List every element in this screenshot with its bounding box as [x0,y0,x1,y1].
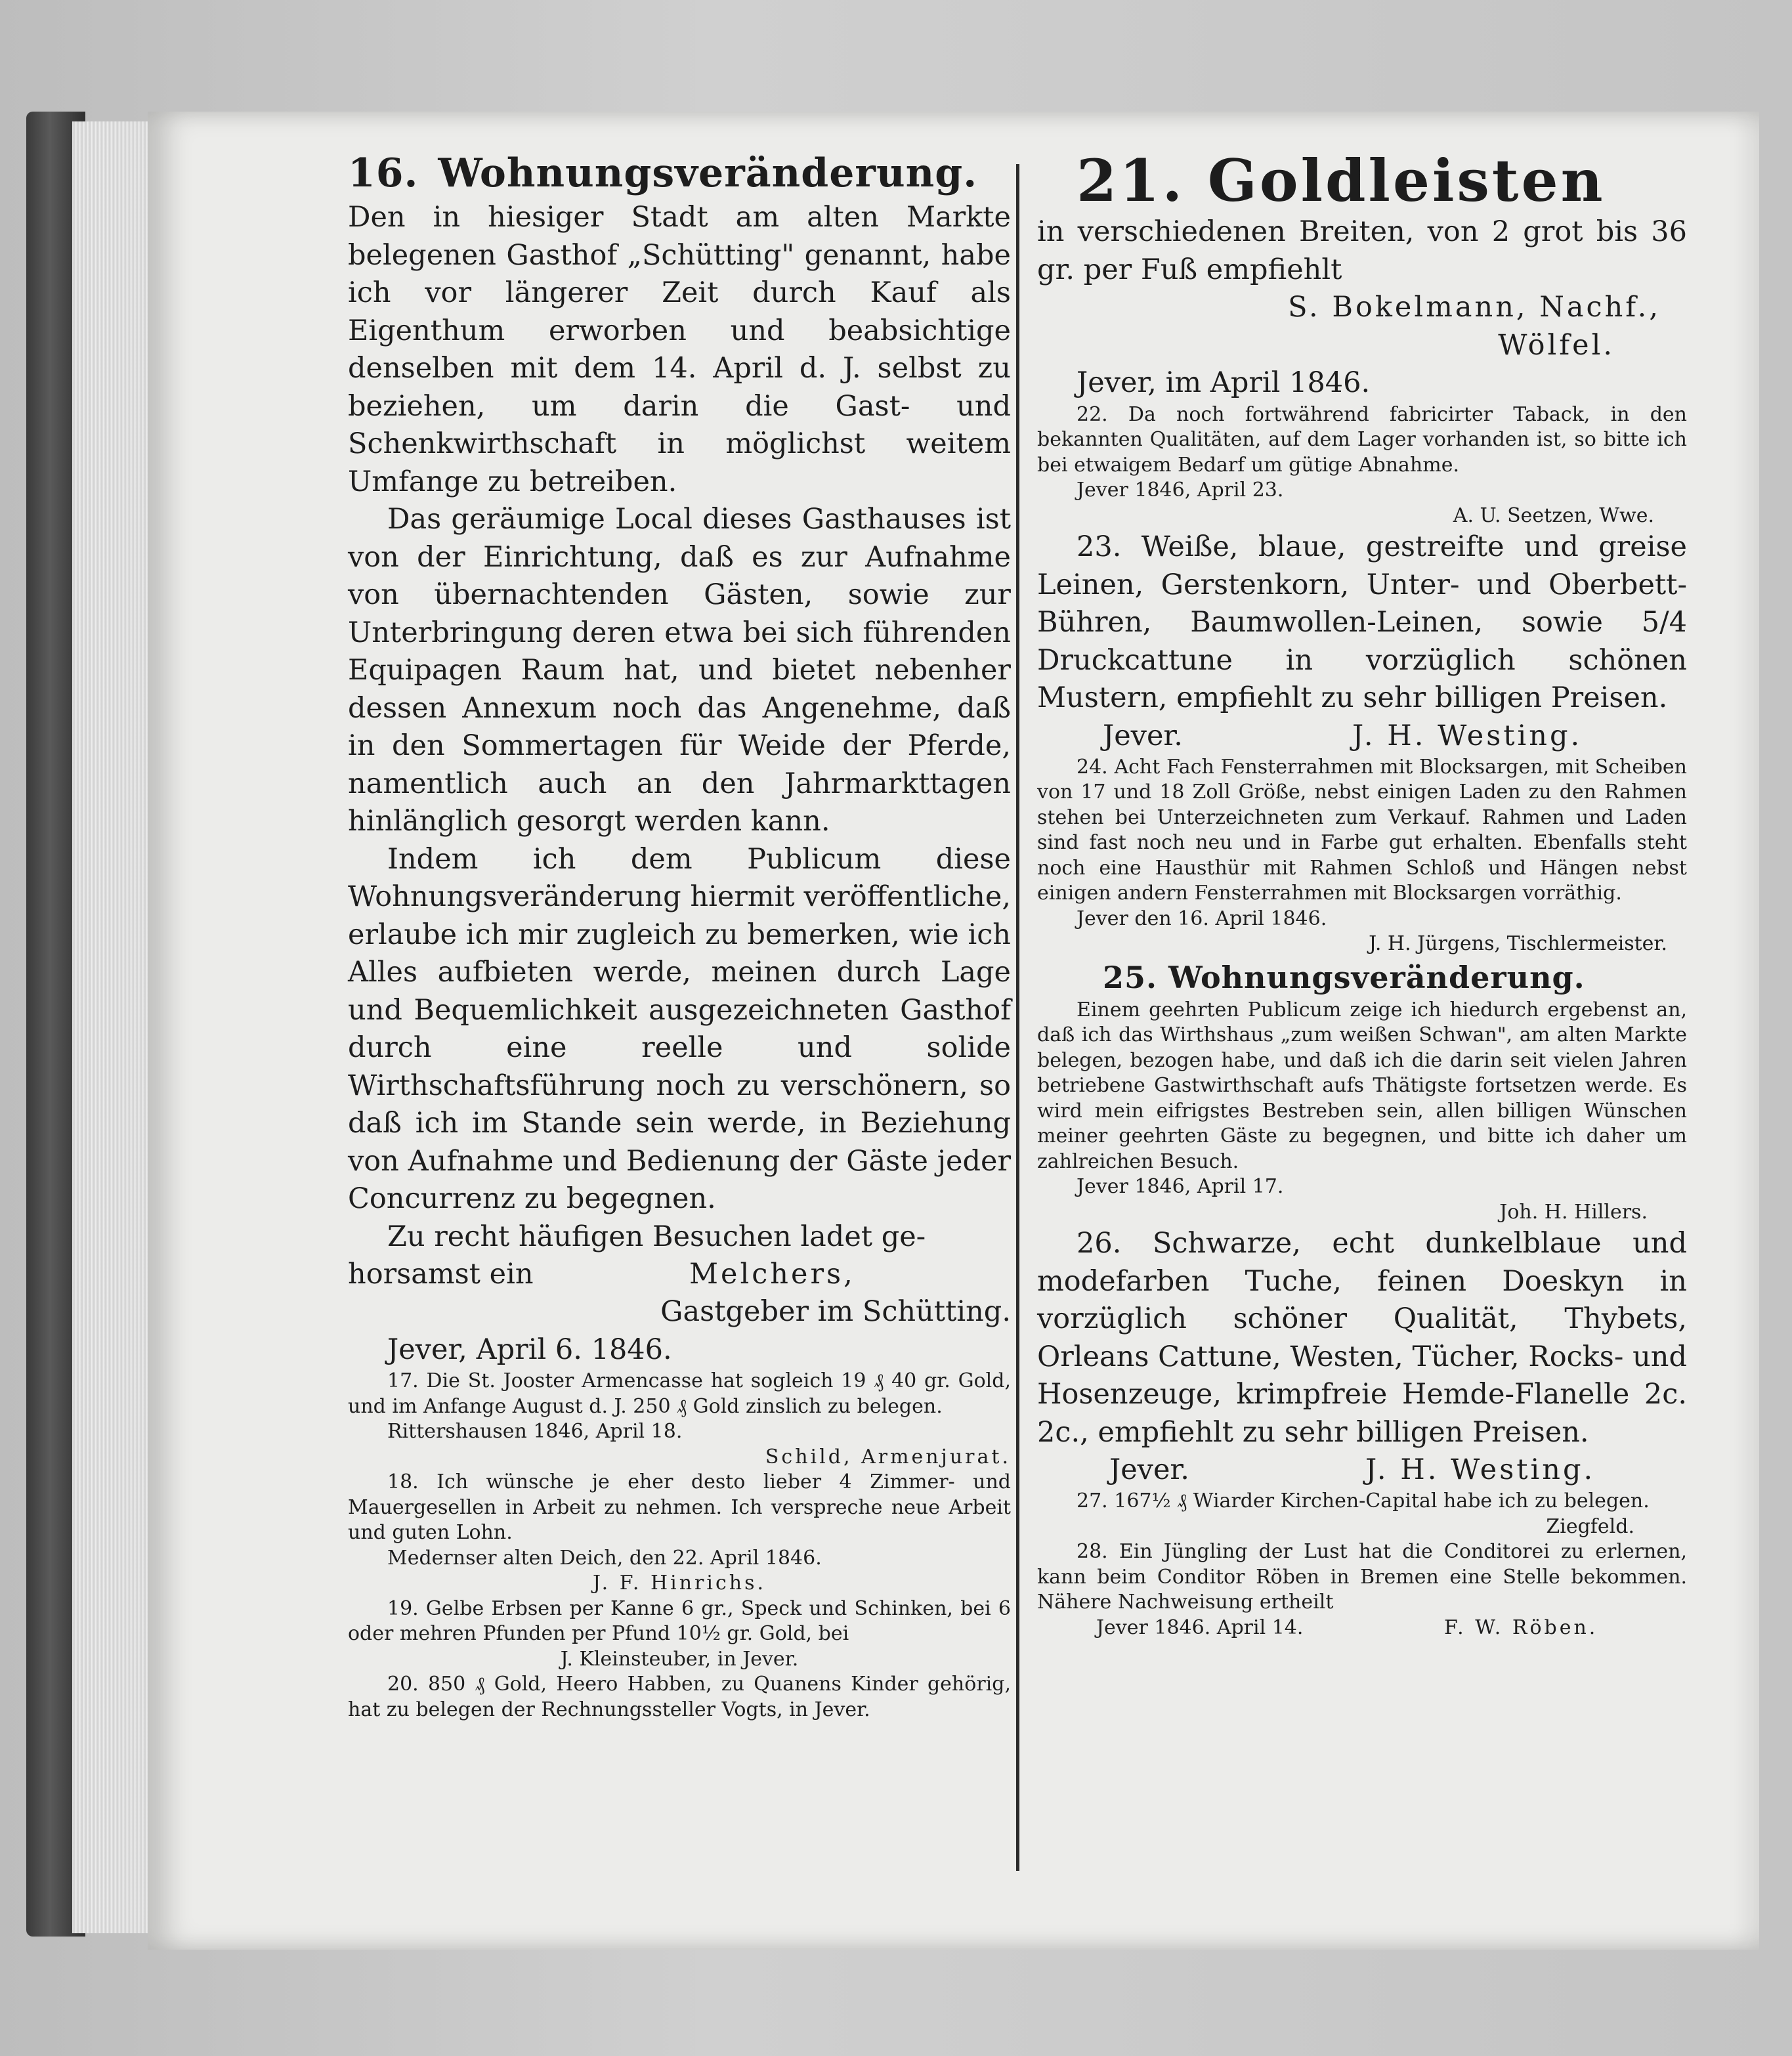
ad-16-signature-title: Gastgeber im Schütting. [660,1295,1011,1328]
ad-23-signature-line [1037,717,1687,755]
ad-25-headline: 25. Wohnungsveränderung. [1103,959,1585,995]
ad-27-text: 27. 167½ ₰ Wiarder Kirchen-Capital habe ich zu belegen. [1077,1489,1650,1512]
ad-16-paragraph-3: Indem ich dem Publicum diese Wohnungsveränderung hiermit veröffentliche, erlaube ich mir zugleich zu bemerken, wie ich Alles aufbieten werde, meinen durch Lage und Bequemlichkeit ausgezeichneten Gasthof durch eine reelle und solide Wirthschaftsführung noch zu verschönern, so daß ich im Stande sein werde, in Beziehung von Aufnahme und Bedienung der Gäste jeder Concurrenz zu begegnen. [348,842,1011,1215]
ad-22-text: 22. Da noch fortwährend fabricirter Taback, in den bekannten Qualitäten, auf dem Lager vorhanden ist, so bitte ich bei etwaigem Bedarf um gütige Abnahme. [1037,402,1687,477]
ad-21-signature-1: S. Bokelmann, Nachf., [1288,291,1661,324]
ad-23-place: Jever. [1103,719,1183,752]
ad-22-place-date: Jever 1846, April 23. [1077,479,1284,502]
ad-26-text: 26. Schwarze, echt dunkelblaue und modefarben Tuche, feinen Doeskyn in vorzüglich schöner Qualität, Thybets, Orleans Cattune, Westen, Tücher, Rocks- und Hosenzeuge, krimpfreie Hemde-Flanelle 2c. 2c., empfiehlt zu sehr billigen Preisen. [1037,1227,1687,1449]
ad-21-place-date: Jever, im April 1846. [1077,366,1371,399]
ad-25-signature: Joh. H. Hillers. [1499,1200,1648,1224]
ad-28-signature-line [1037,1616,1687,1642]
ad-25-place-date: Jever 1846, April 17. [1077,1175,1284,1198]
ad-17-text: 17. Die St. Jooster Armencasse hat sogleich 19 ₰ 40 gr. Gold, und im Anfange August d. J. 250 ₰ Gold zinslich zu belegen. [348,1369,1011,1418]
ad-22-signature: A. U. Seetzen, Wwe. [1453,503,1654,527]
page-edges [72,121,151,1933]
ad-19-signature: J. Kleinsteuber, in Jever. [560,1647,799,1671]
ad-25-text: Einem geehrten Publicum zeige ich hiedurch ergebenst an, daß ich das Wirthshaus „zum weißen Schwan", am alten Markte belegen, bezogen habe, und daß ich die darin seit vielen Jahren betriebene Gastwirthschaft aufs Thätigste fortsetzen werde. Es wird mein eifrigstes Bestreben sein, allen billigen Wünschen meiner geehrten Gäste zu begegnen, und bitte ich daher um zahlreichen Besuch. [1037,998,1687,1173]
ad-28-signature: F. W. Röben. [1444,1616,1598,1639]
ad-18-place-date: Medernser alten Deich, den 22. April 1846. [387,1546,822,1570]
ad-16-place-date: Jever, April 6. 1846. [387,1333,672,1366]
ad-16-paragraph-4: Zu recht häufigen Besuchen ladet ge- [387,1220,926,1253]
ad-21-signature-2: Wölfel. [1498,328,1615,362]
ad-21-headline: 21. Goldleisten [1077,146,1606,215]
ad-16-paragraph-1: Den in hiesiger Stadt am alten Markte belegenen Gasthof „Schütting" genannt, habe ich vor längerer Zeit durch Kauf als Eigenthum erworben und beabsichtige denselben mit dem 14. April d. J. selbst zu beziehen, um darin die Gast- und Schenkwirthschaft in möglichst weitem Umfange zu betreiben. [348,201,1011,498]
ad-16-headline [348,148,1011,199]
ad-21-text: in verschiedenen Breiten, von 2 grot bis 36 gr. per Fuß empfiehlt [1037,215,1687,286]
ad-16-closing-line [348,1256,1011,1293]
ad-16-title: Wohnungsveränderung. [438,150,978,196]
ad-26-place: Jever. [1109,1453,1189,1486]
right-column [1037,148,1687,1642]
ad-17-signature: Schild, Armenjurat. [765,1445,1011,1468]
ad-16-signature-name: Melchers, [689,1258,855,1291]
ad-24-text: 24. Acht Fach Fensterrahmen mit Blocksargen, mit Scheiben von 17 und 18 Zoll Größe, nebst einigen Laden zu den Rahmen stehen bei Unterzeichneten zum Verkauf. Rahmen und Laden sind fast noch neu und in Farbe gut erhalten. Ebenfalls steht noch eine Hausthür mit Rahmen Schloß und Hängen nebst einigen andern Fensterrahmen mit Blocksargen vorräthig. [1037,755,1687,905]
ad-27-signature: Ziegfeld. [1546,1514,1634,1538]
ad-18-text: 18. Ich wünsche je eher desto lieber 4 Zimmer- und Mauergesellen in Arbeit zu nehmen. Ich verspreche neue Arbeit und guten Lohn. [348,1470,1011,1544]
ad-20-text: 20. 850 ₰ Gold, Heero Habben, zu Quanens Kinder gehörig, hat zu belegen der Rechnungssteller Vogts, in Jever. [348,1673,1011,1721]
ad-23-text: 23. Weiße, blaue, gestreifte und greise Leinen, Gerstenkorn, Unter- und Oberbett-Bühren, Baumwollen-Leinen, sowie 5/4 Druckcattune in vorzüglich schönen Mustern, empfiehlt zu sehr billigen Preisen. [1037,530,1687,714]
ad-19-text: 19. Gelbe Erbsen per Kanne 6 gr., Speck und Schinken, bei 6 oder mehren Pfunden per Pfund 10½ gr. Gold, bei [348,1596,1011,1645]
ad-16-number: 16. [348,150,419,196]
ad-17-place-date: Rittershausen 1846, April 18. [387,1420,683,1443]
ad-23-signature: J. H. Westing. [1352,719,1583,752]
ad-18-signature: J. F. Hinrichs. [592,1572,767,1595]
ad-24-signature: J. H. Jürgens, Tischlermeister. [1369,932,1667,955]
ad-28-place-date: Jever 1846. April 14. [1096,1616,1304,1639]
ad-16-paragraph-2: Das geräumige Local dieses Gasthauses ist von der Einrichtung, daß es zur Aufnahme von übernachtenden Gästen, sowie zur Unterbringung deren etwa bei sich führenden Equipagen Raum hat, und bietet nebenher dessen Annexum noch das Angenehme, daß in den Sommertagen für Weide der Pferde, namentlich auch an den Jahrmarkttagen hinlänglich gesorgt werden kann. [348,503,1011,838]
column-rule [1016,164,1019,1871]
left-column [348,148,1011,1723]
ad-24-place-date: Jever den 16. April 1846. [1077,907,1327,930]
ad-28-text: 28. Ein Jüngling der Lust hat die Conditorei zu erlernen, kann beim Conditor Röben in Bremen eine Stelle bekommen. Nähere Nachweisung ertheilt [1037,1540,1687,1614]
ad-16-closing: horsamst ein [348,1258,534,1291]
ad-26-signature: J. H. Westing. [1365,1453,1596,1486]
ad-26-signature-line [1037,1451,1687,1489]
